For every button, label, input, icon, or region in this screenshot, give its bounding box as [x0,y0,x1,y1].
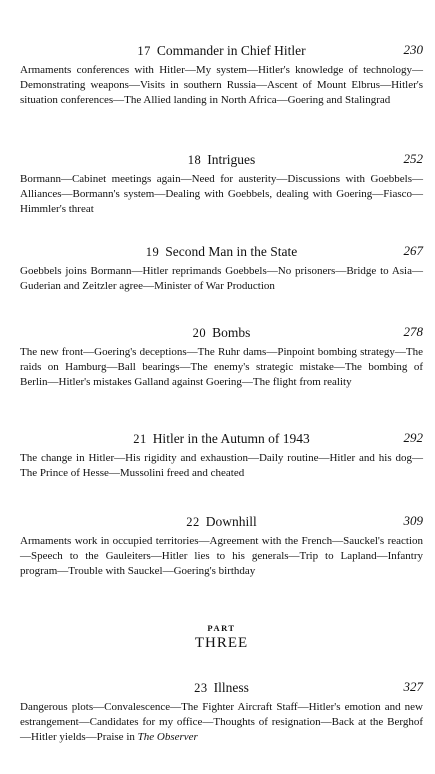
chapter-summary: The new front—Goering's deceptions—The Ruhr dams—Pinpoint bombing strategy—The raids on Hamburg—Ball bearings—The enemy's strategic mistake—The bombing of Berlin—Hitler's mistakes Galland against Goering—The flight from reality [20,346,423,388]
chapter-summary: The change in Hitler—His rigidity and exhaustion—Daily routine—Hitler and his dog—The Prince of Hesse—Mussolini freed and cheated [20,452,423,479]
chapter-number: 17 [137,44,151,58]
chapter-summary: Bormann—Cabinet meetings again—Need for austerity—Discussions with Goebbels—Alliances—Bormann's system—Dealing with Goebbels, dealing with Goering—Fiasco—Himmler's threat [20,173,423,215]
chapter-summary [20,700,423,745]
chapter-summary: Armaments work in occupied territories—Agreement with the French—Sauckel's reaction—Speech to the Gauleiters—Hitler lies to his generals—Trip to Lapland—Infantry program—Trouble with Sauckel—Goering's birthday [20,535,423,577]
chapter-20 [20,324,423,390]
chapter-19 [20,243,423,294]
chapter-heading [20,513,423,531]
part-label: PART [207,623,236,633]
chapter-heading [20,243,423,261]
chapter-heading [20,679,423,697]
chapter-18 [20,151,423,217]
chapter-number: 21 [133,432,147,446]
chapter-heading [20,151,423,169]
chapter-title: Intrigues [207,152,256,167]
chapter-number: 20 [192,326,207,340]
chapter-17 [20,42,423,108]
chapter-summary-text: Dangerous plots—Convalescence—The Fighter Aircraft Staff—Hitler's emotion and new estrangement—Candidates for my office—Thoughts of resignation—Back at the Berghof—Hitler yields—Praise in [20,701,423,743]
chapter-page-number: 309 [403,513,423,528]
chapter-page-number: 278 [403,324,423,339]
chapter-page-number: 230 [403,42,423,57]
chapter-number: 23 [194,681,208,695]
chapter-summary: Armaments conferences with Hitler—My system—Hitler's knowledge of technology—Demonstrating weapons—Visits in southern Russia—Ascent of Mount Elbrus—Hitler's situation conferences—The Allied landing in North Africa—Goering and Stalingrad [20,64,423,106]
part-heading [20,623,423,652]
chapter-page-number: 327 [403,679,423,694]
chapter-21 [20,430,423,481]
chapter-page-number: 252 [403,151,423,166]
chapter-number: 18 [187,153,202,167]
chapter-title: Downhill [205,514,257,529]
chapter-23 [20,679,423,745]
chapter-summary: Goebbels joins Bormann—Hitler reprimands Goebbels—No prisoners—Bridge to Asia—Guderian and Zeitzler agree—Minister of War Production [20,265,423,292]
chapter-heading [20,42,423,60]
chapter-title: Commander in Chief Hitler [156,43,306,58]
chapter-number: 22 [186,515,200,529]
chapter-summary-italic: The Observer [137,731,198,743]
chapter-title: Second Man in the State [165,244,298,259]
chapter-page-number: 267 [403,243,423,258]
chapter-title: Illness [213,680,249,695]
chapter-22 [20,513,423,579]
chapter-heading [20,430,423,448]
part-name: THREE [194,635,249,651]
chapter-page-number: 292 [403,430,423,445]
chapter-title: Bombs [212,325,251,340]
chapter-heading [20,324,423,342]
chapter-title: Hitler in the Autumn of 1943 [152,431,310,446]
chapter-number: 19 [145,245,160,259]
